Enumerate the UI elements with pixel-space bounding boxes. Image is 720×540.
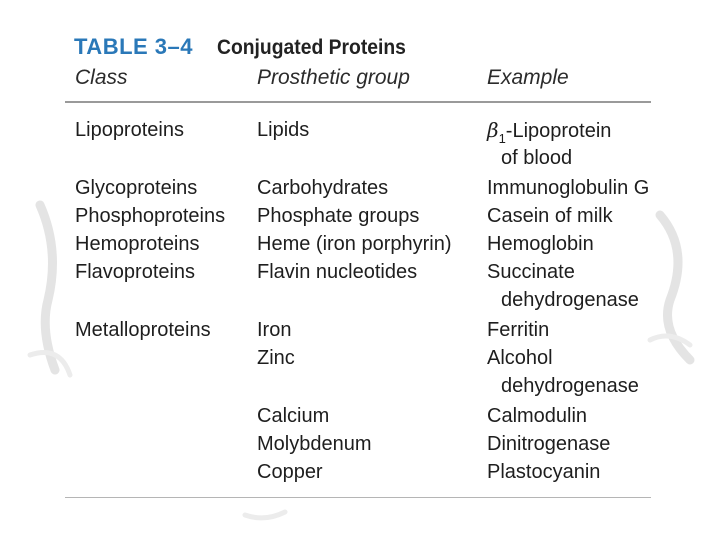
beta-symbol: β bbox=[487, 118, 499, 142]
table-cell-example-cont: dehydrogenase bbox=[501, 289, 639, 311]
table-cell-class: Flavoproteins bbox=[75, 261, 196, 283]
table-cell-prosthetic: Calcium bbox=[257, 405, 330, 427]
table-cell-prosthetic: Molybdenum bbox=[257, 433, 372, 455]
table-cell-class: Phosphoproteins bbox=[75, 205, 226, 227]
table-cell-prosthetic: Phosphate groups bbox=[257, 205, 420, 227]
table-cell-prosthetic: Lipids bbox=[257, 119, 310, 141]
table-cell-example: Immunoglobulin G bbox=[487, 177, 650, 199]
table-cell-example: Plastocyanin bbox=[487, 461, 601, 483]
table-cell-class: Hemoproteins bbox=[75, 233, 200, 255]
header-prosthetic-group: Prosthetic group bbox=[257, 66, 410, 89]
table-cell-prosthetic: Zinc bbox=[257, 347, 295, 369]
table-cell-prosthetic: Heme (iron porphyrin) bbox=[257, 233, 452, 255]
table-caption bbox=[74, 34, 423, 60]
header-class: Class bbox=[75, 66, 128, 89]
footer-rule bbox=[65, 497, 651, 498]
table-cell-example: Casein of milk bbox=[487, 205, 613, 227]
table-cell-example: Alcohol bbox=[487, 347, 553, 369]
table-cell-example: Hemoglobin bbox=[487, 233, 594, 255]
header-rule bbox=[65, 101, 651, 103]
example-text: -Lipoprotein bbox=[505, 120, 612, 142]
table-cell-prosthetic: Copper bbox=[257, 461, 323, 483]
table-cell-prosthetic: Carbohydrates bbox=[257, 177, 389, 199]
table-number: TABLE 3–4 bbox=[74, 34, 194, 59]
table-cell-class: Lipoproteins bbox=[75, 119, 184, 141]
beta-subscript: 1 bbox=[498, 131, 506, 146]
table-title: Conjugated Proteins bbox=[217, 36, 407, 59]
table-cell-class: Glycoproteins bbox=[75, 177, 198, 199]
table-cell-example: Calmodulin bbox=[487, 405, 588, 427]
header-example: Example bbox=[487, 66, 569, 89]
table-cell-class: Metalloproteins bbox=[75, 319, 211, 341]
table-cell-prosthetic: Iron bbox=[257, 319, 292, 341]
table-cell-prosthetic: Flavin nucleotides bbox=[257, 261, 418, 283]
table-cell-example: Dinitrogenase bbox=[487, 433, 611, 455]
table-cell-example: Ferritin bbox=[487, 319, 550, 341]
table-cell-example-cont: dehydrogenase bbox=[501, 375, 639, 397]
table-cell-example: Succinate bbox=[487, 261, 575, 283]
table-cell-example-cont: of blood bbox=[501, 147, 573, 169]
